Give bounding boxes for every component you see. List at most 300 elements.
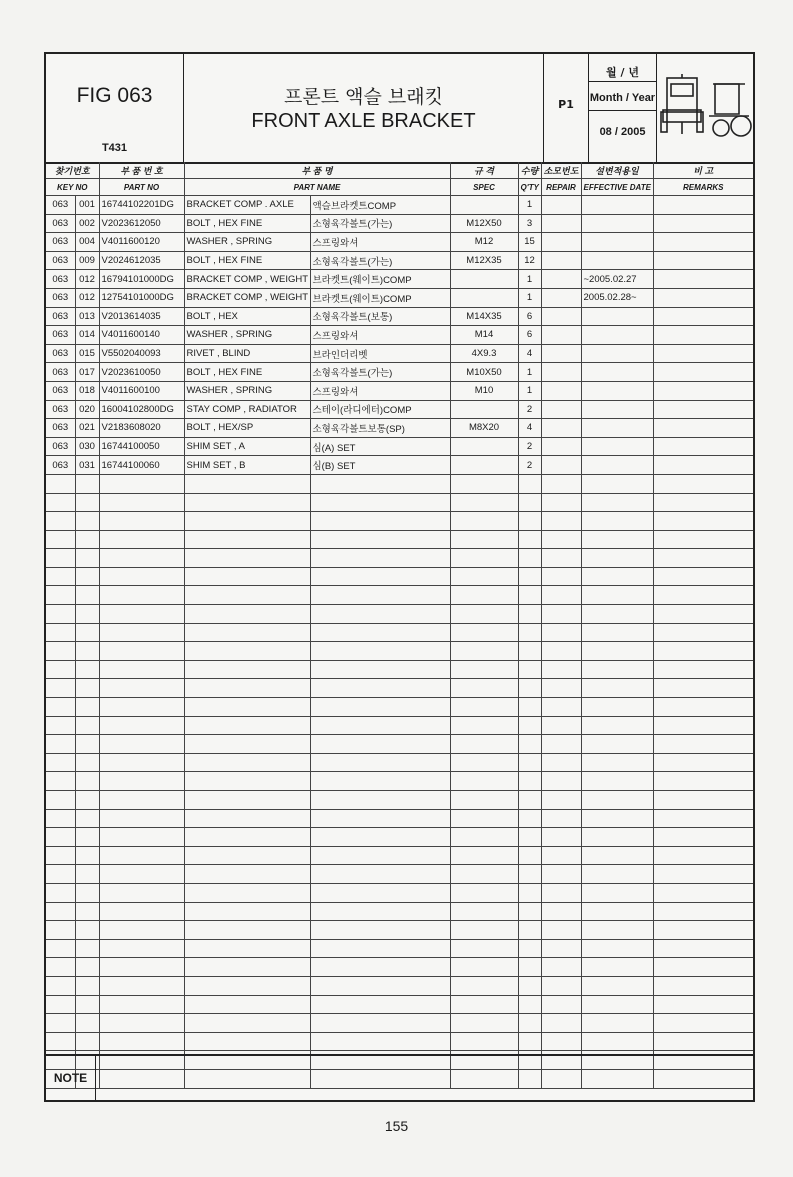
cell-spec [450,976,518,995]
cell-repair [541,549,581,568]
cell-key-no: 021 [75,419,99,438]
cell-key-fig: 063 [46,363,75,382]
cell-qty [518,995,541,1014]
cell-qty [518,809,541,828]
cell-part-name-ko: 액슬브라켓트COMP [310,196,450,215]
cell-repair [541,679,581,698]
cell-remarks [653,567,753,586]
cell-key-fig [46,958,75,977]
table-row [46,400,753,419]
cell-key-no [75,772,99,791]
col-part-no: PART NO [99,179,184,196]
cell-part-name-ko [310,995,450,1014]
cell-qty: 1 [518,196,541,215]
cell-effective-date [581,326,653,345]
cell-remarks [653,995,753,1014]
cell-part-no [99,995,184,1014]
cell-repair [541,716,581,735]
title-korean: 프론트 액슬 브래킷 [284,86,443,108]
cell-part-name [184,623,310,642]
cell-spec: M14 [450,326,518,345]
cell-key-no: 014 [75,326,99,345]
cell-key-no [75,567,99,586]
cell-part-name [184,1014,310,1033]
cell-repair [541,381,581,400]
cell-part-name-ko: 소형육각볼트(가는) [310,251,450,270]
cell-qty [518,735,541,754]
note-label: NOTE [46,1056,96,1100]
table-row [46,642,753,661]
table-row [46,716,753,735]
cell-effective-date [581,512,653,531]
table-row [46,549,753,568]
cell-key-fig [46,995,75,1014]
cell-part-no [99,828,184,847]
cell-part-no [99,883,184,902]
cell-repair [541,456,581,475]
table-row [46,902,753,921]
cell-part-no: 16744100050 [99,437,184,456]
cell-key-fig [46,883,75,902]
cell-remarks [653,958,753,977]
cell-spec: 4X9.3 [450,344,518,363]
table-row [46,605,753,624]
cell-spec [450,958,518,977]
cell-key-fig [46,474,75,493]
cell-qty [518,902,541,921]
cell-spec [450,809,518,828]
cell-effective-date [581,976,653,995]
table-row [46,493,753,512]
parts-sheet [44,52,755,1102]
cell-part-name-ko [310,586,450,605]
date-value: 08 / 2005 [599,126,646,138]
cell-part-name-ko: 브라켓트(웨이트)COMP [310,270,450,289]
cell-qty [518,642,541,661]
cell-part-name-ko [310,642,450,661]
cell-key-no: 031 [75,456,99,475]
cell-key-fig: 063 [46,270,75,289]
cell-spec [450,400,518,419]
cell-part-no: 16794101000DG [99,270,184,289]
cell-key-fig [46,716,75,735]
cell-qty: 1 [518,363,541,382]
cell-key-no [75,679,99,698]
cell-spec [450,902,518,921]
cell-key-no [75,530,99,549]
cell-part-no: V4011600120 [99,233,184,252]
cell-part-no [99,679,184,698]
cell-qty [518,716,541,735]
cell-key-fig [46,865,75,884]
cell-remarks [653,400,753,419]
cell-effective-date [581,474,653,493]
cell-qty: 4 [518,419,541,438]
cell-part-name: SHIM SET , B [184,456,310,475]
cell-qty: 1 [518,288,541,307]
cell-qty [518,512,541,531]
cell-remarks [653,679,753,698]
cell-part-name: SHIM SET , A [184,437,310,456]
cell-part-no [99,939,184,958]
cell-remarks [653,251,753,270]
cell-part-no [99,605,184,624]
cell-part-name [184,586,310,605]
cell-key-fig [46,921,75,940]
cell-key-no [75,642,99,661]
table-row [46,474,753,493]
cell-part-no [99,493,184,512]
cell-part-no: 16744102201DG [99,196,184,215]
cell-repair [541,846,581,865]
cell-qty [518,530,541,549]
cell-spec [450,735,518,754]
cell-effective-date [581,828,653,847]
cell-repair [541,772,581,791]
cell-remarks [653,493,753,512]
cell-part-name [184,753,310,772]
cell-spec [450,493,518,512]
cell-part-no [99,846,184,865]
cell-part-name-ko: 스프링와셔 [310,381,450,400]
cell-key-no [75,939,99,958]
cell-spec: M12 [450,233,518,252]
cell-qty [518,679,541,698]
cell-effective-date [581,1014,653,1033]
cell-part-name: BRACKET COMP . AXLE [184,196,310,215]
cell-remarks [653,437,753,456]
cell-part-name [184,809,310,828]
cell-key-no [75,512,99,531]
cell-part-name [184,605,310,624]
cell-qty [518,1032,541,1051]
cell-part-no: V2023612050 [99,214,184,233]
cell-part-name: STAY COMP , RADIATOR [184,400,310,419]
cell-part-name-ko [310,512,450,531]
cell-repair [541,251,581,270]
table-row [46,958,753,977]
cell-spec: M10 [450,381,518,400]
cell-part-name-ko [310,883,450,902]
cell-effective-date [581,809,653,828]
cell-effective-date [581,493,653,512]
cell-key-no [75,605,99,624]
cell-key-no [75,883,99,902]
cell-part-no [99,902,184,921]
cell-repair [541,883,581,902]
cell-repair [541,196,581,215]
cell-spec [450,995,518,1014]
table-row [46,791,753,810]
col-part-no-ko: 부 품 번 호 [99,162,184,179]
cell-spec: M12X50 [450,214,518,233]
cell-part-no [99,474,184,493]
cell-qty [518,828,541,847]
cell-part-no [99,865,184,884]
cell-part-name-ko [310,474,450,493]
cell-part-name [184,716,310,735]
cell-key-no [75,976,99,995]
cell-effective-date [581,939,653,958]
table-row [46,698,753,717]
cell-key-fig [46,902,75,921]
cell-part-no [99,623,184,642]
cell-part-no [99,921,184,940]
cell-spec [450,660,518,679]
cell-remarks [653,381,753,400]
table-row [46,456,753,475]
cell-part-no: V2183608020 [99,419,184,438]
cell-qty: 2 [518,456,541,475]
cell-repair [541,939,581,958]
cell-key-fig: 063 [46,456,75,475]
col-remarks: REMARKS [653,179,753,196]
cell-qty [518,976,541,995]
cell-part-name-ko [310,493,450,512]
table-row [46,828,753,847]
table-row [46,921,753,940]
cell-repair [541,437,581,456]
cell-part-name-ko: 심(A) SET [310,437,450,456]
cell-part-name-ko [310,939,450,958]
cell-repair [541,623,581,642]
cell-part-no [99,735,184,754]
cell-part-name-ko: 브라인더리벳 [310,344,450,363]
cell-part-name [184,883,310,902]
cell-qty [518,567,541,586]
cell-key-no [75,586,99,605]
cell-part-name [184,642,310,661]
cell-part-name [184,939,310,958]
cell-key-no: 017 [75,363,99,382]
table-row [46,196,753,215]
cell-repair [541,995,581,1014]
cell-part-name [184,791,310,810]
col-qty-ko: 수량 [518,162,541,179]
cell-key-no: 009 [75,251,99,270]
page-cell [544,54,589,162]
table-row [46,586,753,605]
cell-spec [450,846,518,865]
cell-key-fig: 063 [46,437,75,456]
cell-key-no: 012 [75,270,99,289]
cell-remarks [653,549,753,568]
table-row [46,381,753,400]
table-row [46,363,753,382]
cell-part-name-ko [310,549,450,568]
cell-key-fig [46,809,75,828]
cell-spec [450,716,518,735]
cell-effective-date [581,586,653,605]
cell-part-name-ko: 심(B) SET [310,456,450,475]
cell-remarks [653,642,753,661]
cell-effective-date [581,196,653,215]
cell-remarks [653,976,753,995]
cell-key-fig [46,735,75,754]
cell-effective-date [581,456,653,475]
cell-part-no [99,1032,184,1051]
table-row [46,567,753,586]
cell-spec [450,753,518,772]
cell-qty: 6 [518,307,541,326]
title-cell [184,54,544,162]
col-key-no-ko: 찾기번호 [46,162,99,179]
cell-qty [518,623,541,642]
cell-part-name-ko [310,623,450,642]
cell-qty: 3 [518,214,541,233]
cell-remarks [653,456,753,475]
figure-number: FIG 063 [76,84,153,107]
table-row [46,939,753,958]
cell-effective-date [581,381,653,400]
cell-key-fig: 063 [46,400,75,419]
note-section [46,1054,753,1100]
cell-part-no [99,791,184,810]
cell-key-fig [46,660,75,679]
cell-part-name-ko [310,791,450,810]
cell-qty: 2 [518,400,541,419]
cell-repair [541,400,581,419]
cell-part-no: 16004102800DG [99,400,184,419]
cell-repair [541,642,581,661]
table-row [46,437,753,456]
cell-repair [541,1014,581,1033]
cell-spec [450,474,518,493]
cell-repair [541,530,581,549]
cell-part-no [99,586,184,605]
cell-repair [541,660,581,679]
cell-repair [541,698,581,717]
table-row [46,288,753,307]
cell-repair [541,586,581,605]
cell-qty [518,660,541,679]
cell-part-no [99,958,184,977]
table-row [46,846,753,865]
cell-spec [450,512,518,531]
cell-repair [541,865,581,884]
cell-remarks [653,1032,753,1051]
cell-part-no [99,642,184,661]
cell-key-fig [46,530,75,549]
cell-remarks [653,716,753,735]
cell-repair [541,605,581,624]
cell-effective-date [581,214,653,233]
cell-key-fig [46,846,75,865]
cell-remarks [653,735,753,754]
cell-spec [450,642,518,661]
cell-key-fig [46,493,75,512]
cell-key-no: 002 [75,214,99,233]
table-row [46,809,753,828]
cell-part-no: V5502040093 [99,344,184,363]
table-row [46,326,753,345]
cell-key-fig [46,753,75,772]
cell-effective-date [581,865,653,884]
cell-remarks [653,1014,753,1033]
table-row [46,865,753,884]
table-row [46,419,753,438]
cell-remarks [653,883,753,902]
cell-key-fig: 063 [46,233,75,252]
parts-table [46,162,753,1089]
cell-key-fig: 063 [46,381,75,400]
cell-key-fig: 063 [46,214,75,233]
cell-key-no [75,698,99,717]
cell-key-fig: 063 [46,307,75,326]
cell-remarks [653,623,753,642]
cell-repair [541,512,581,531]
cell-spec [450,288,518,307]
cell-key-no: 020 [75,400,99,419]
cell-part-no: V2023610050 [99,363,184,382]
cell-key-no [75,995,99,1014]
cell-spec: M10X50 [450,363,518,382]
cell-spec [450,530,518,549]
cell-qty [518,586,541,605]
cell-part-no [99,772,184,791]
cell-spec [450,623,518,642]
sheet-header [46,54,753,164]
cell-part-no [99,567,184,586]
cell-part-name [184,530,310,549]
cell-qty [518,698,541,717]
cell-spec [450,865,518,884]
cell-repair [541,958,581,977]
cell-part-name-ko: 스테이(라디에터)COMP [310,400,450,419]
cell-spec [450,921,518,940]
table-row [46,623,753,642]
cell-qty [518,883,541,902]
cell-remarks [653,214,753,233]
cell-repair [541,288,581,307]
cell-part-name [184,828,310,847]
cell-part-name-ko [310,679,450,698]
cell-qty [518,958,541,977]
cell-effective-date [581,846,653,865]
cell-remarks [653,233,753,252]
cell-part-name [184,921,310,940]
cell-repair [541,363,581,382]
title-english: FRONT AXLE BRACKET [251,110,476,132]
cell-key-fig [46,623,75,642]
col-effective-date: EFFECTIVE DATE [581,179,653,196]
cell-part-name: BRACKET COMP , WEIGHT [184,270,310,289]
cell-part-name: BOLT , HEX/SP [184,419,310,438]
cell-remarks [653,605,753,624]
cell-qty [518,605,541,624]
cell-key-no [75,902,99,921]
cell-effective-date [581,549,653,568]
cell-part-name-ko [310,716,450,735]
cell-remarks [653,791,753,810]
cell-part-no [99,753,184,772]
cell-key-fig [46,772,75,791]
cell-part-name-ko [310,698,450,717]
cell-spec [450,549,518,568]
cell-part-name-ko [310,1032,450,1051]
cell-part-name: WASHER , SPRING [184,326,310,345]
cell-part-no [99,549,184,568]
model-number: T431 [101,142,128,154]
cell-part-name-ko: 소형육각볼트(가는) [310,214,450,233]
cell-repair [541,419,581,438]
cell-key-no: 018 [75,381,99,400]
table-row [46,214,753,233]
cell-part-no [99,1014,184,1033]
col-qty: Q'TY [518,179,541,196]
cell-part-name-ko [310,921,450,940]
col-effective-date-ko: 설변적용일 [581,162,653,179]
